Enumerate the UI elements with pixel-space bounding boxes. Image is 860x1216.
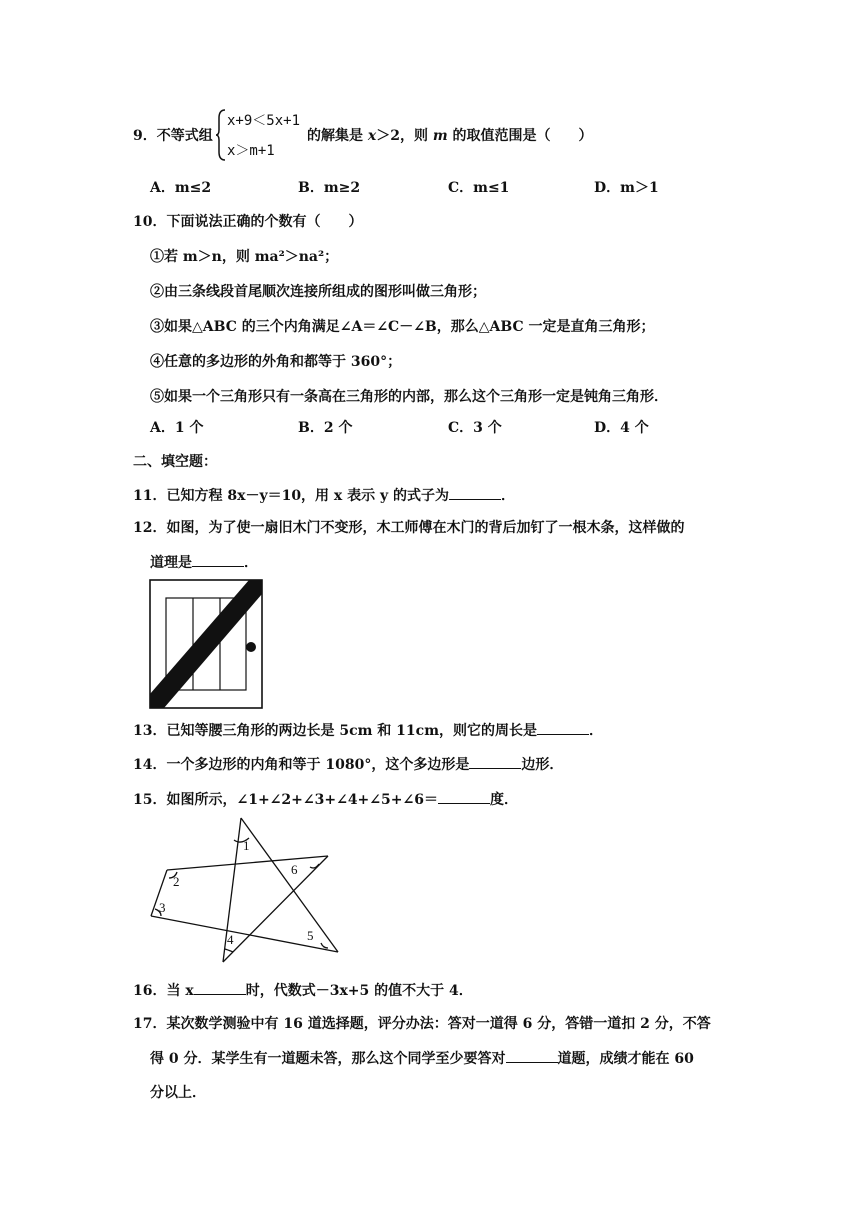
q10-option-c: C．3 个 — [448, 420, 502, 436]
q9-tail-a: 的解集是 — [307, 128, 368, 144]
q9-tail-x: x — [367, 128, 377, 144]
angle-label-5: 5 — [307, 928, 314, 943]
q12-line1: 12．如图，为了使一扇旧木门不变形，木工师傅在木门的背后加钉了一根木条，这样做的 — [133, 520, 685, 536]
q11-tail: ． — [501, 488, 516, 504]
q9-number: 9． — [133, 128, 157, 144]
q12-line2 — [150, 552, 258, 573]
angle-figure — [145, 812, 345, 968]
q15-blank[interactable] — [438, 789, 490, 804]
angle-label-6: 6 — [291, 862, 298, 877]
q9-tail-b: ＞2，则 — [376, 128, 433, 144]
q17-line2 — [150, 1048, 694, 1069]
q17-text: 得 0 分．某学生有一道题未答，那么这个同学至少要答对 — [150, 1051, 506, 1067]
q17-line3: 分以上． — [150, 1085, 206, 1101]
q9-tail-c: 的取值范围是（ ） — [447, 128, 593, 144]
q13-tail: ． — [589, 723, 604, 739]
q9-inequality-system — [215, 108, 307, 162]
q15-tail: 度． — [489, 792, 518, 808]
q11 — [133, 485, 515, 506]
angle-label-4: 4 — [227, 932, 234, 947]
q11-text: 11．已知方程 8x－y＝10，用 x 表示 y 的式子为 — [133, 488, 450, 504]
q16-text: 16．当 x — [133, 983, 194, 999]
angle-label-3: 3 — [159, 900, 166, 915]
q9-tail-m: m — [432, 128, 448, 144]
q9-option-d: D．m＞1 — [594, 180, 659, 196]
q10-text: 下面说法正确的个数有（ ） — [166, 214, 363, 230]
q14 — [133, 754, 563, 775]
q10-statement-2: ②由三条线段首尾顺次连接所组成的图形叫做三角形； — [150, 284, 486, 300]
q12-tail: ． — [244, 555, 258, 571]
q13-text: 13．已知等腰三角形的两边长是 5cm 和 11cm，则它的周长是 — [133, 723, 538, 739]
q10-option-a: A．1 个 — [150, 420, 204, 436]
q11-blank[interactable] — [449, 485, 501, 500]
q16 — [133, 980, 473, 1001]
q9-option-c: C．m≤1 — [448, 180, 510, 196]
angle-label-1: 1 — [243, 838, 250, 853]
angle-label-2: 2 — [173, 874, 180, 889]
q10-statement-1: ①若 m＞n，则 ma²＞na²； — [150, 249, 339, 265]
q10-statement-4: ④任意的多边形的外角和都等于 360°； — [150, 354, 402, 370]
q9-option-a: A．m≤2 — [150, 180, 212, 196]
q12-text: 道理是 — [150, 555, 192, 571]
q10-statement-3: ③如果△ABC 的三个内角满足∠A＝∠C－∠B，那么△ABC 一定是直角三角形； — [150, 319, 655, 335]
door-knob-icon — [246, 642, 256, 652]
q9-lead: 不等式组 — [156, 128, 213, 144]
q15-text: 15．如图所示，∠1+∠2+∠3+∠4+∠5+∠6＝ — [133, 792, 438, 808]
q9-inequality-2: x＞m+1 — [227, 143, 275, 159]
q14-tail: 边形． — [521, 757, 564, 773]
q15 — [133, 789, 518, 810]
door-figure — [148, 578, 264, 710]
q17-line1: 17．某次数学测验中有 16 道选择题，评分办法：答对一道得 6 分，答错一道扣 2 分，不答 — [133, 1016, 711, 1032]
q16-blank[interactable] — [194, 980, 246, 995]
q14-text: 14．一个多边形的内角和等于 1080°，这个多边形是 — [133, 757, 470, 773]
q14-blank[interactable] — [469, 754, 521, 769]
q16-tail: 时，代数式－3x+5 的值不大于 4． — [245, 983, 473, 999]
q17-text-c: 道题，成绩才能在 60 — [557, 1051, 694, 1067]
q9-tail — [307, 126, 593, 146]
q10-option-d: D．4 个 — [594, 420, 649, 436]
q13-blank[interactable] — [537, 720, 589, 735]
q10-option-b: B．2 个 — [298, 420, 353, 436]
brace-icon — [215, 108, 227, 162]
q10-statement-5: ⑤如果一个三角形只有一条高在三角形的内部，那么这个三角形一定是钝角三角形． — [150, 389, 668, 405]
q17-blank[interactable] — [506, 1048, 558, 1063]
q12-blank[interactable] — [192, 552, 244, 567]
q9-prefix — [133, 126, 213, 146]
q9-option-b: B．m≥2 — [298, 180, 361, 196]
q13 — [133, 720, 603, 741]
section-heading: 二、填空题： — [133, 454, 217, 470]
q10-number: 10． — [133, 214, 167, 230]
q9-inequality-1: x+9＜5x+1 — [227, 113, 301, 129]
q10-stem — [133, 212, 362, 232]
